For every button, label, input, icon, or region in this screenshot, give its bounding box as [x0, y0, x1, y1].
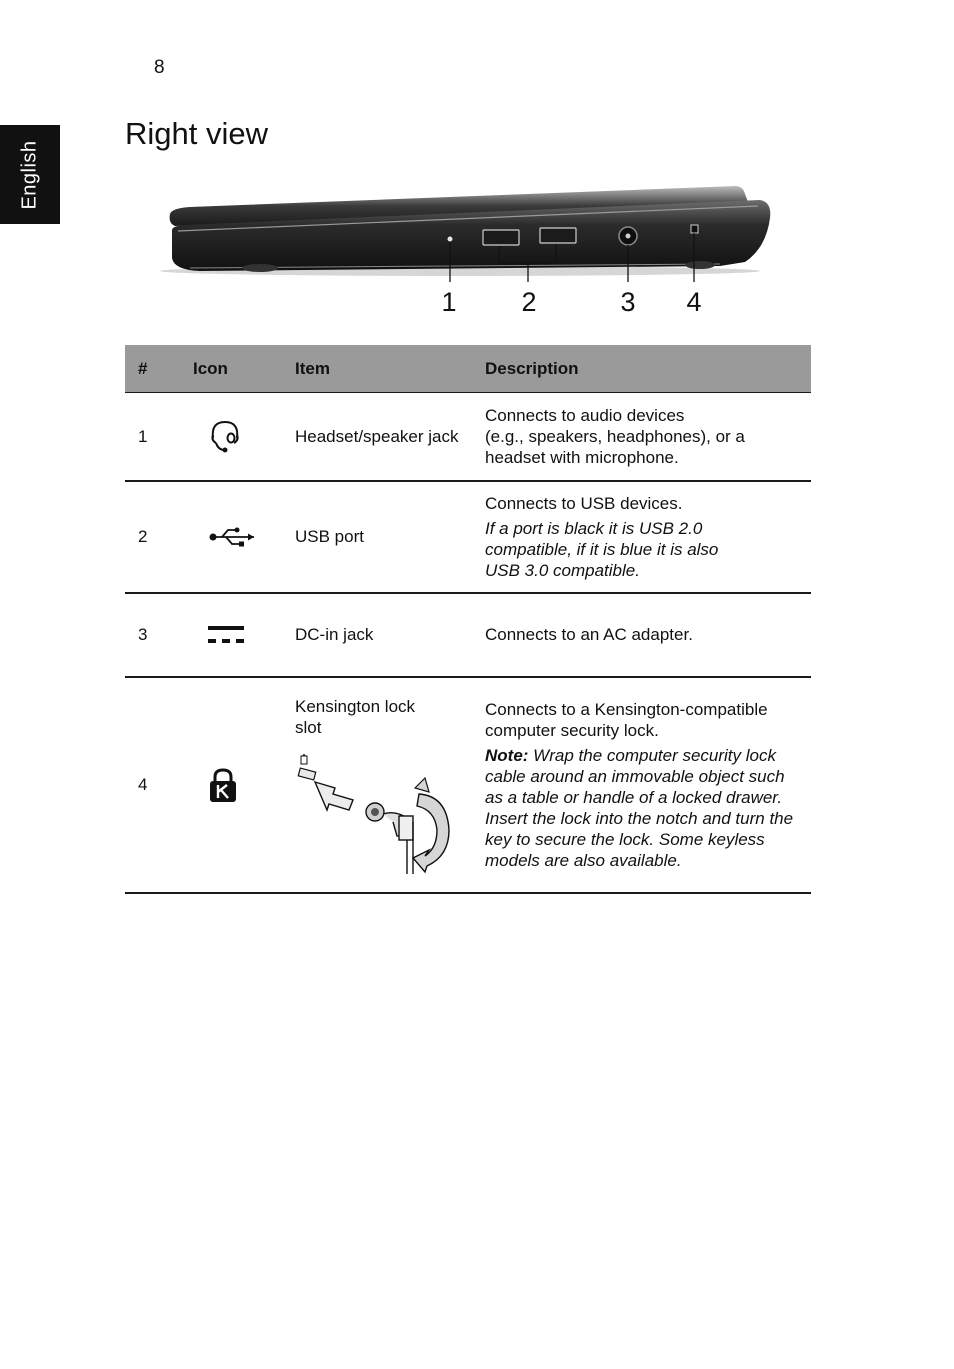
usb-port-1 — [483, 230, 519, 245]
table-row — [125, 481, 811, 593]
callout-2: 2 — [521, 287, 537, 317]
callout-1: 1 — [441, 287, 457, 317]
table-row — [125, 593, 811, 677]
header-description: Description — [485, 345, 811, 393]
usb-port-2 — [540, 228, 576, 243]
row-description: Connects to audio devices (e.g., speakers, headphones), or a headset with microphone. — [485, 405, 745, 467]
row-item: Kensington lock slot — [295, 696, 416, 737]
header-num: # — [125, 345, 193, 393]
row-num: 4 — [125, 677, 193, 893]
headset-jack-port — [448, 237, 453, 242]
headset-icon — [208, 418, 242, 454]
table-row — [125, 393, 811, 481]
row-description: Connects to USB devices. — [485, 493, 683, 513]
row-note: If a port is black it is USB 2.0 compatible, if it is blue it is also USB 3.0 compatible. — [485, 518, 719, 580]
callout-3: 3 — [620, 287, 636, 317]
header-item: Item — [295, 345, 485, 393]
table-header-row — [125, 345, 811, 393]
kensington-slot — [691, 225, 698, 233]
language-tab-label: English — [18, 139, 41, 210]
page-title: Right view — [125, 116, 268, 151]
ports-table — [125, 345, 811, 894]
row-item: USB port — [295, 481, 485, 593]
row-num: 2 — [125, 481, 193, 593]
page-number: 8 — [154, 57, 165, 78]
kensington-lock-illustration — [295, 752, 455, 876]
laptop-right-view-illustration — [160, 178, 780, 318]
row-item: DC-in jack — [295, 593, 485, 677]
table-row — [125, 677, 811, 893]
row-description: Connects to a Kensington-compatible computer security lock. — [485, 699, 768, 740]
kensington-lock-icon — [208, 767, 238, 803]
usb-icon — [208, 525, 258, 549]
header-icon: Icon — [193, 345, 295, 393]
row-description: Connects to an AC adapter. — [485, 593, 811, 677]
row-num: 1 — [125, 393, 193, 481]
dc-in-icon — [208, 623, 244, 647]
row-num: 3 — [125, 593, 193, 677]
row-item: Headset/speaker jack — [295, 393, 485, 481]
language-tab — [0, 125, 60, 224]
row-note: Note: Wrap the computer security lock cable around an immovable object such as a table or handle of a locked drawer. Insert the lock into the notch and turn the key to secure the lock. Some keyless models are also available. — [485, 745, 794, 870]
callout-4: 4 — [686, 287, 702, 317]
